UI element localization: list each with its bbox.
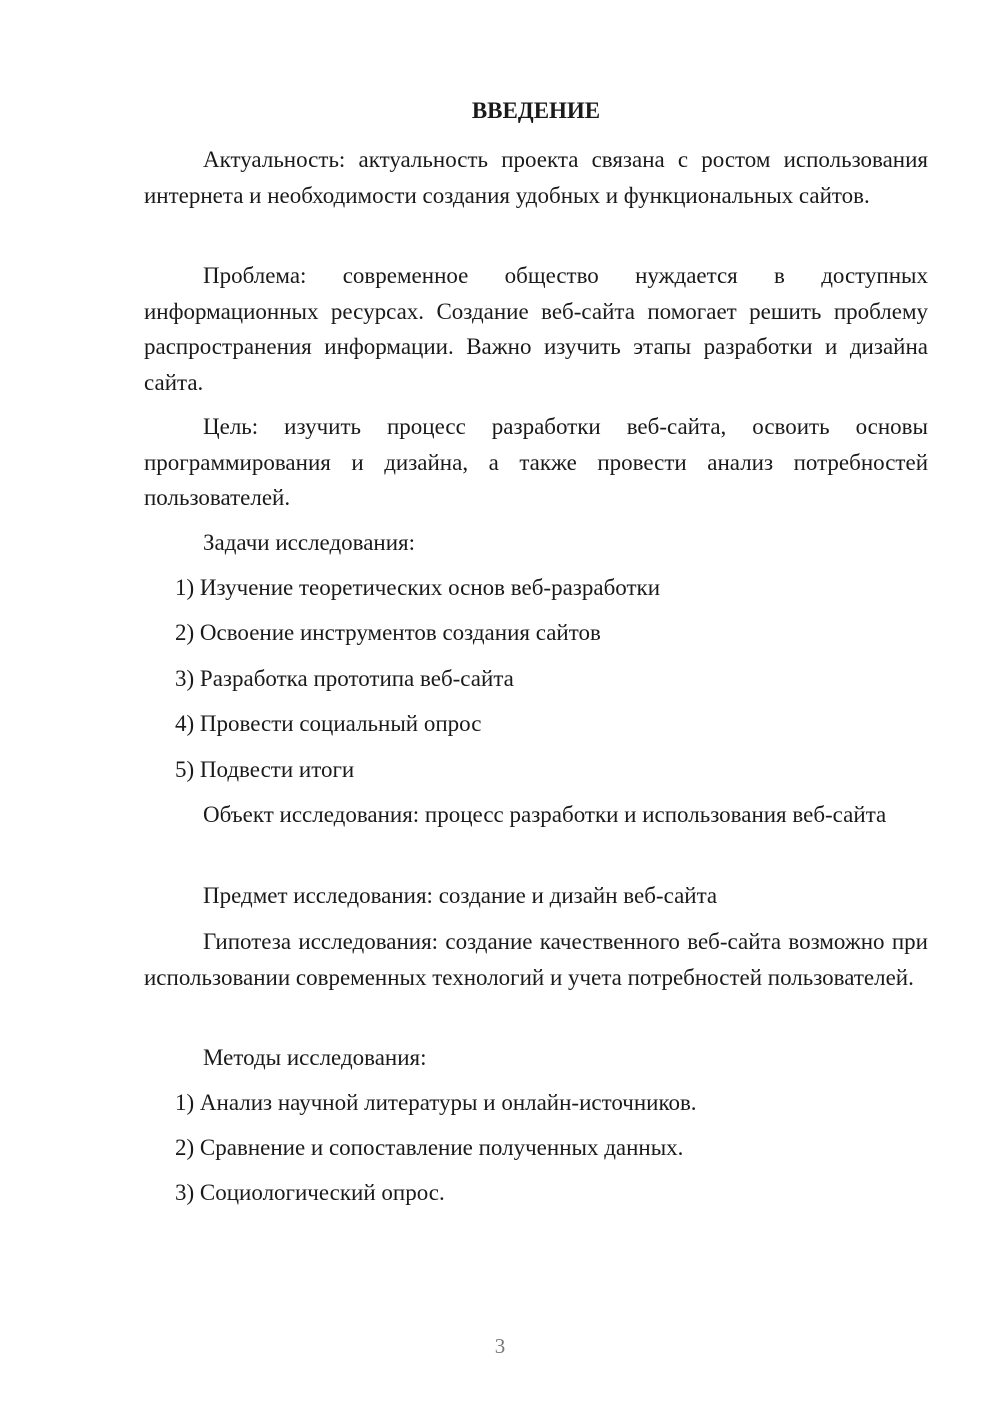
task-list-item: 2) Освоение инструментов создания сайтов: [175, 620, 601, 645]
object-paragraph: Объект исследования: процесс разработки и использования веб-сайта: [203, 802, 887, 827]
method-list-item: 2) Сравнение и сопоставление полученных данных.: [175, 1135, 684, 1160]
hypothesis-paragraph: Гипотеза исследования: создание качественного веб-сайта возможно при использовании современных технологий и учета потребностей пользователей.: [144, 929, 928, 990]
task-list-item: 3) Разработка прототипа веб-сайта: [175, 666, 514, 691]
problem-paragraph: Проблема: современное общество нуждается в доступных информационных ресурсах. Создание веб-сайта помогает решить проблему распространения информации. Важно изучить этапы разработки и дизайна сайта.: [144, 263, 928, 395]
task-list-item: 5) Подвести итоги: [175, 757, 355, 782]
tasks-heading: Задачи исследования:: [203, 530, 416, 555]
task-list-item: 1) Изучение теоретических основ веб-разработки: [175, 575, 661, 600]
method-list-item: 1) Анализ научной литературы и онлайн-источников.: [175, 1090, 697, 1115]
task-list-item: 4) Провести социальный опрос: [175, 711, 482, 736]
goal-paragraph: Цель: изучить процесс разработки веб-сайта, освоить основы программирования и дизайна, а также провести анализ потребностей пользователей.: [144, 414, 928, 510]
page-title: ВВЕДЕНИЕ: [471, 98, 601, 123]
subject-paragraph: Предмет исследования: создание и дизайн веб-сайта: [203, 883, 718, 908]
method-list-item: 3) Социологический опрос.: [175, 1180, 445, 1205]
relevance-paragraph: Актуальность: актуальность проекта связана с ростом использования интернета и необходимости создания удобных и функциональных сайтов.: [144, 147, 928, 208]
page-number: 3: [494, 1334, 506, 1358]
methods-heading: Методы исследования:: [203, 1045, 427, 1070]
